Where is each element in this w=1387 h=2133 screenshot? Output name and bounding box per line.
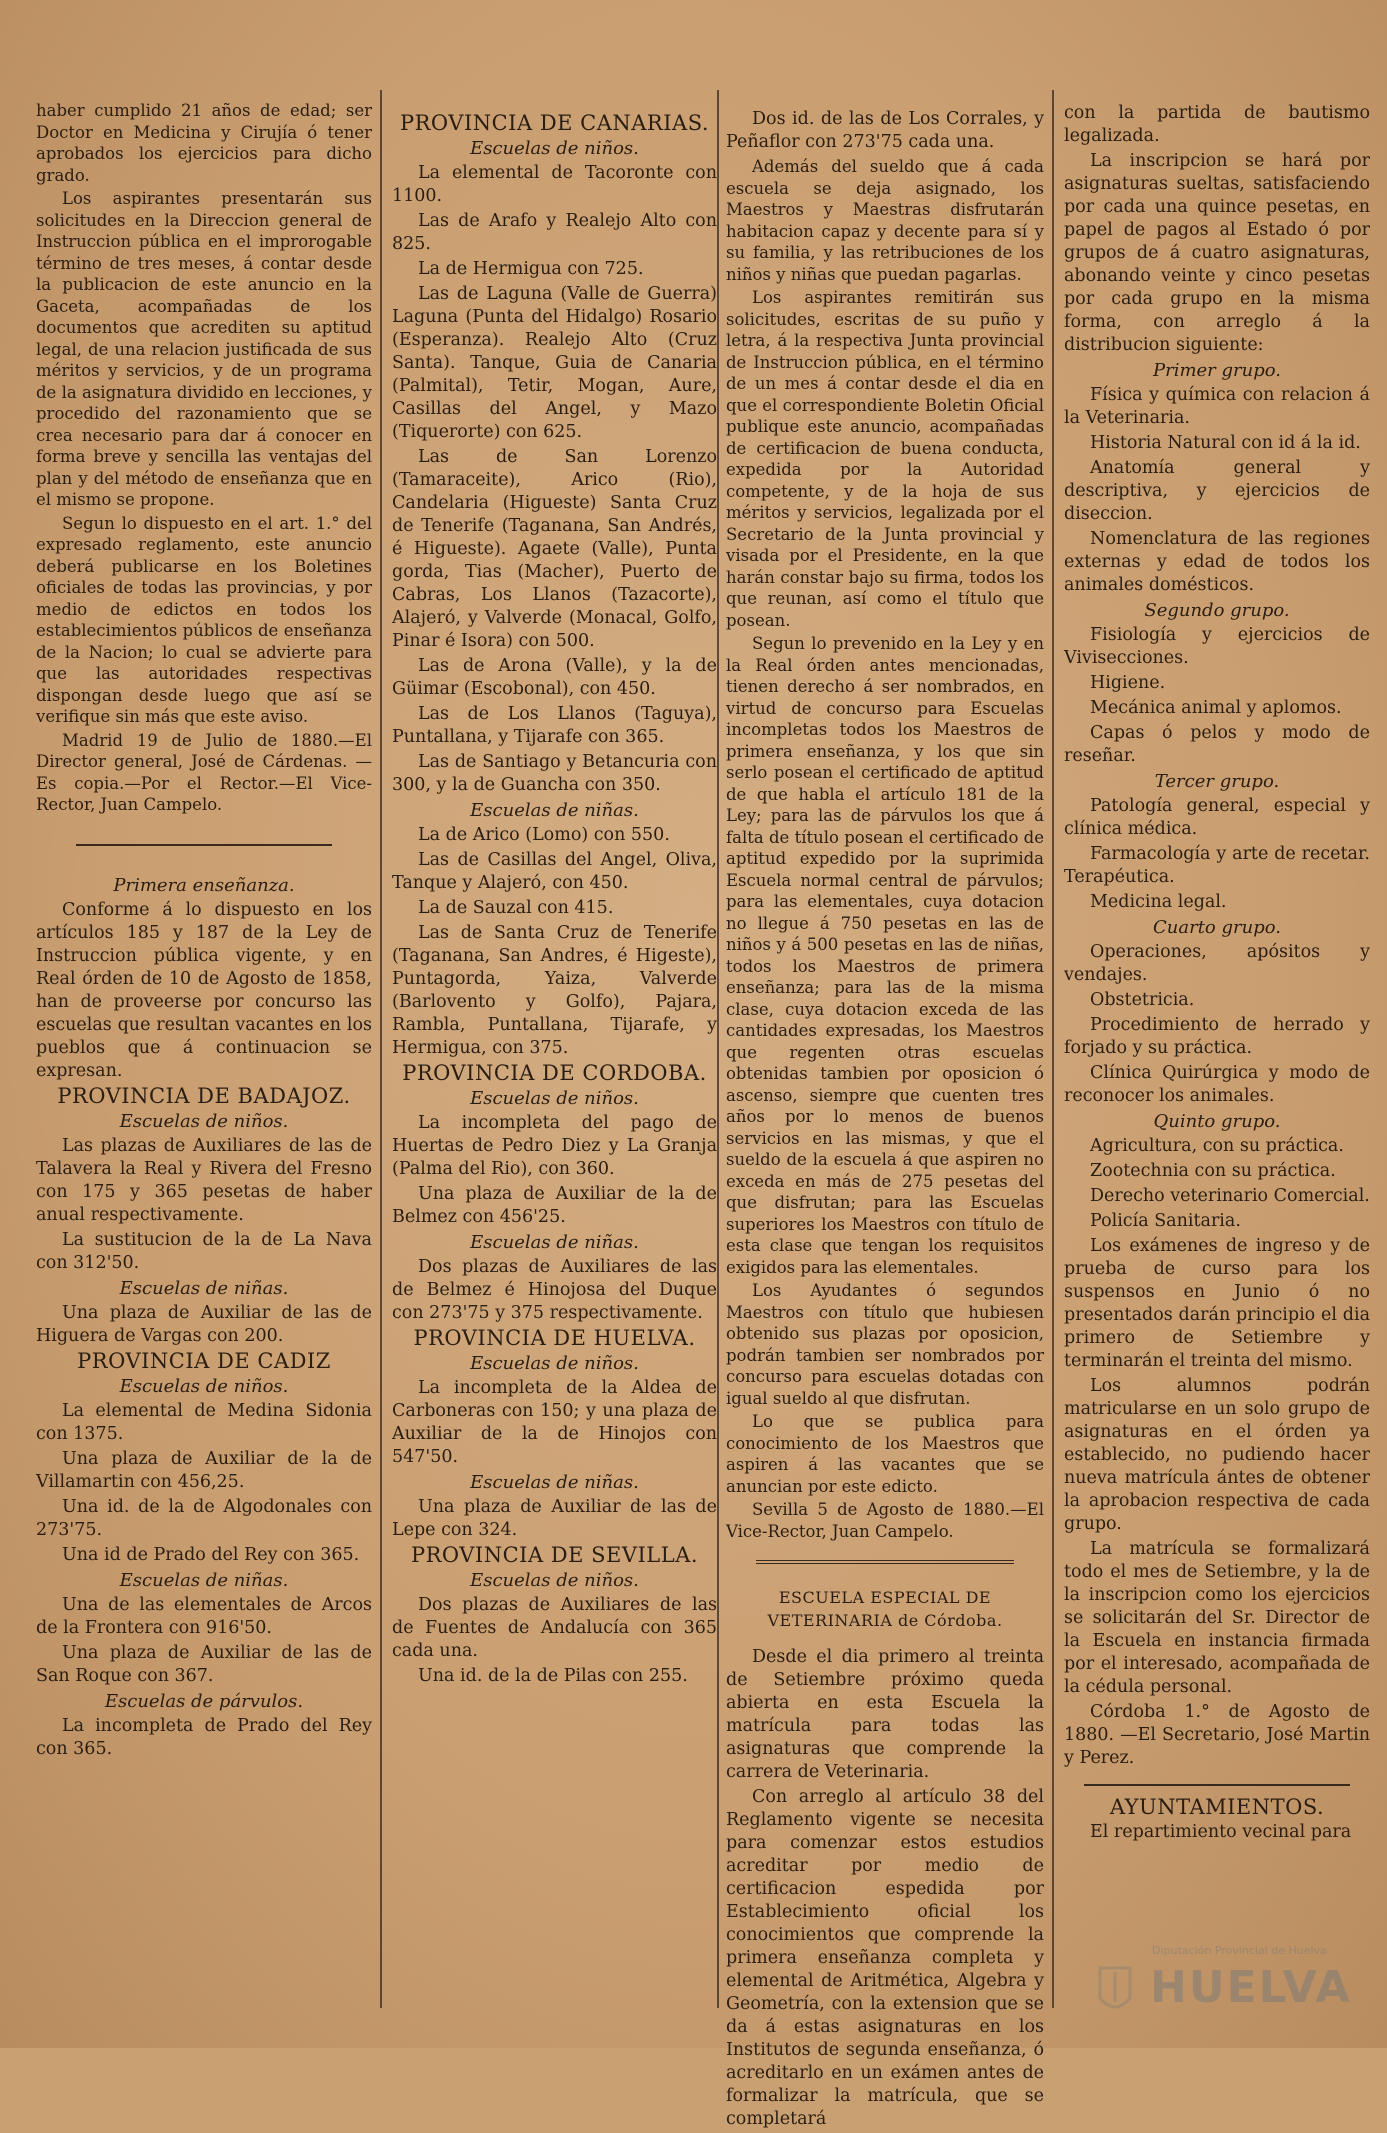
group-heading: Tercer grupo. (1154, 771, 1280, 792)
column-divider (717, 90, 719, 2008)
signature: Sevilla 5 de Agosto de 1880.—El Vice-Rector, Juan Campelo. (726, 1500, 1044, 1541)
paragraph: La inscripcion se hará por asignaturas sueltas, satisfaciendo por cada una quince pesetas, en papel de pagos al Estado ó por grupos de á cuatro asignaturas, abonando veinte y cinco pesetas por cada grupo en la misma forma, con arreglo á la distribucion siguiente: (1064, 151, 1370, 355)
paragraph: Segun lo dispuesto en el art. 1.° del expresado reglamento, este anuncio deberá publicarse en los Boletines oficiales de todas las provincias, y por medio de edictos en todos los establecimientos públicos de enseñanza de la Nacion; lo cual se advierte para que las autoridades respectivas dispongan desde luego que así se verifique sin más que este aviso. (36, 513, 372, 726)
paragraph: Las de Santa Cruz de Tenerife (Taganana, San Andres, é Higeste), Puntagorda, Yaiza, Valverde (Barlovento y Golfo), Pajara, Rambla, Puntallana, Tijarafe, y Hermigua, con 375. (392, 923, 717, 1058)
paragraph: Las de Arona (Valle), y la de Güimar (Escobonal), con 450. (392, 656, 717, 699)
subheading: Escuelas de niños. (119, 1110, 289, 1132)
paragraph: Las de Casillas del Angel, Oliva, Tanque y Alajeró, con 450. (392, 850, 717, 893)
paragraph: Una plaza de Auxiliar de las de San Roque con 367. (36, 1642, 372, 1686)
column-divider (1052, 90, 1054, 2008)
paragraph: Una id. de la de Pilas con 255. (418, 1666, 688, 1686)
paragraph: Las de Arafo y Realejo Alto con 825. (392, 211, 717, 254)
paragraph: Los alumnos podrán matricularse en un solo grupo de asignaturas en el órden ya establecido, no pudiendo hacer nueva matrícula ántes de obtener la aprobacion respectiva de cada grupo. (1064, 1376, 1370, 1534)
paragraph: Las de San Lorenzo (Tamaraceite), Arico (Rio), Candelaria (Higueste) Santa Cruz de Tenerife (Taganana, San Andrés, é Higueste). Agaete (Valle), Punta gorda, Tias (Macher), Puerto de Cabras, Los Llanos (Tazacorte), Alajeró, y Valverde (Monacal, Golfo, Pinar é Isora) con 500. (392, 447, 717, 651)
paragraph: Una id. de la de Algodonales con 273'75. (36, 1496, 372, 1540)
paragraph: Una de las elementales de Arcos de la Frontera con 916'50. (36, 1594, 372, 1638)
subheading: Escuelas de niños. (470, 1088, 639, 1109)
paragraph: La matrícula se formalizará todo el mes de Setiembre, y la de la inscripcion como los ejercicios se solicitarán del Sr. Director de la Escuela en instancia firmada por el interesado, acompañada de la cédula personal. (1064, 1539, 1370, 1697)
group-heading: Cuarto grupo. (1153, 917, 1281, 938)
list-item: Derecho veterinario Comercial. (1090, 1186, 1370, 1206)
paragraph: Desde el dia primero al treinta de Setiembre próximo queda abierta en esta Escuela la matrícula para todas las asignaturas que comprende la carrera de Veterinaria. (726, 1647, 1044, 1782)
section-heading: ESCUELA ESPECIAL DE VETERINARIA de Córdoba. (767, 1588, 1003, 1630)
paragraph: La de Sauzal con 415. (418, 898, 614, 918)
subheading: Escuelas de niñas. (470, 800, 639, 821)
announcement-body (36, 100, 372, 816)
column-2 (392, 112, 717, 1690)
paragraph: Además del sueldo que á cada escuela se deja asignado, los Maestros y Maestras disfrutarán habitacion capaz y decente para sí y su familia, y las retribuciones de los niños y niñas que puedan pagarlas. (726, 157, 1044, 284)
divider (1084, 1784, 1350, 1786)
list-item: Operaciones, apósitos y vendajes. (1064, 942, 1370, 985)
subheading: Escuelas de niños. (470, 1353, 639, 1374)
paragraph: Los Ayudantes ó segundos Maestros con título que hubiesen obtenido sus plazas por oposicion, podrán tambien ser nombrados por concurso para escuelas dotadas con igual sueldo al que disfrutan. (726, 1281, 1044, 1408)
list-item: Clínica Quirúrgica y modo de reconocer los animales. (1064, 1063, 1370, 1106)
subheading: Escuelas de niños. (119, 1375, 289, 1397)
province-heading: PROVINCIA DE CANARIAS. (399, 111, 710, 135)
group-heading: Quinto grupo. (1153, 1111, 1281, 1132)
list-item: Policía Sanitaria. (1090, 1211, 1241, 1231)
list-item: Agricultura, con su práctica. (1090, 1136, 1344, 1156)
paragraph: La de Arico (Lomo) con 550. (418, 825, 670, 845)
paragraph: Las de Laguna (Valle de Guerra) Laguna (Punta del Hidalgo) Rosario (Esperanza). Realejo Alto (Cruz Santa). Tanque, Guia de Canaria (Palmital), Tetir, Mogan, Aure, Casillas del Angel, y Mazo (Tiquerorte) con 625. (392, 284, 717, 442)
paragraph: Los aspirantes remitirán sus solicitudes, escritas de su puño y letra, á la respectiva Junta provincial de Instruccion pública, en el término de un mes á contar desde el dia en que el correspondiente Boletin Oficial publique este anuncio, acompañadas de certificacion de buena conducta, expedida por la Autoridad competente, y de la hoja de sus méritos y servicios, legalizada por el Secretario de la Junta provincial y visada por el Presidente, en la que harán constar bajo su firma, todos los que reunan, así como el título que posean. (726, 288, 1044, 630)
subheading: Escuelas de niños. (470, 138, 639, 159)
paragraph: La de Hermigua con 725. (418, 259, 644, 279)
list-item: Mecánica animal y aplomos. (1090, 698, 1342, 718)
list-item: Patología general, especial y clínica médica. (1064, 796, 1370, 839)
paragraph: Dos plazas de Auxiliares de las de Fuentes de Andalucía con 365 cada una. (392, 1595, 717, 1661)
list-item: Higiene. (1090, 673, 1166, 693)
paragraph: con la partida de bautismo legalizada. (1064, 103, 1370, 146)
paragraph: Una plaza de Auxiliar de la de Belmez con 456'25. (392, 1184, 717, 1227)
list-item: Fisiología y ejercicios de Vivisecciones. (1064, 625, 1370, 668)
list-item: Farmacología y arte de recetar. Terapéutica. (1064, 844, 1370, 887)
column-3 (726, 108, 1044, 2133)
paragraph: Segun lo prevenido en la Ley y en la Real órden antes mencionadas, tienen derecho á ser nombrados, en virtud de concurso para Escuelas incompletas todos los Maestros de primera enseñanza, y los que sin serlo posean el certificado de aptitud de que habla el artículo 181 de la Ley; para las de párvulos los que á falta de título posean el certificado de aptitud expedido por la suprimida Escuela normal central de párvulos; para las elementales, cuya dotacion no llegue á 750 pesetas en las de niños y á 500 pesetas en las de niñas, todos los Maestros de primera enseñanza; para las de la misma clase, cuya dotacion exceda de las cantidades expresadas, los Maestros que regenten otras escuelas obtenidas tambien por oposicion ó ascenso, siempre que cuenten tres años por lo menos de buenos servicios en las mismas, y que el sueldo de la escuela á que aspiren no exceda en más de 275 pesetas del que disfrutan; para las Escuelas superiores los Maestros con título de esta clase que tengan los requisitos exigidos para las elementales. (726, 634, 1044, 1277)
list-item: Capas ó pelos y modo de reseñar. (1064, 723, 1370, 766)
watermark-emblem-icon (1080, 1958, 1370, 2028)
divider (76, 844, 332, 846)
paragraph: Los aspirantes presentarán sus solicitudes en la Direccion general de Instruccion pública en el improrogable término de tres meses, á contar desde la publicacion de este anuncio en la Gaceta, acompañadas de los documentos que acrediten su aptitud legal, de una relacion justificada de sus méritos y servicios, y de un programa de la asignatura dividido en lecciones, y procedido del razonamiento que se crea necesario para dar á conocer en forma breve y sencilla las ventajas del plan y del método de enseñanza que en el mismo se propone. (36, 189, 372, 509)
list-item: Anatomía general y descriptiva, y ejercicios de diseccion. (1064, 458, 1370, 524)
list-item: Historia Natural con id á la id. (1090, 433, 1361, 453)
paragraph: La sustitucion de la de La Nava con 312'50. (36, 1229, 372, 1273)
divider (756, 1560, 1014, 1564)
subheading: Escuelas de niñas. (470, 1232, 639, 1253)
paragraph: Una id de Prado del Rey con 365. (62, 1544, 360, 1565)
province-heading: PROVINCIA DE CORDOBA. (402, 1061, 707, 1085)
column-4 (1064, 102, 1370, 1846)
list-item: Zootechnia con su práctica. (1090, 1161, 1336, 1181)
section-heading: AYUNTAMIENTOS. (1109, 1795, 1325, 1819)
subheading: Escuelas de niños. (470, 1570, 639, 1591)
subheading: Escuelas de niñas. (119, 1569, 289, 1591)
paragraph: La incompleta de la Aldea de Carboneras con 150; y una plaza de Auxiliar de la de Hinojos con 547'50. (392, 1378, 717, 1467)
column-divider (380, 90, 382, 2008)
paragraph: haber cumplido 21 años de edad; ser Doctor en Medicina y Cirujía ó tener aprobados los ejercicios para dicho grado. (36, 101, 372, 185)
province-heading: PROVINCIA DE CADIZ (77, 1348, 331, 1373)
list-item: Medicina legal. (1090, 892, 1227, 912)
subheading: Escuelas de párvulos. (104, 1690, 304, 1712)
paragraph: Las de Los Llanos (Taguya), Puntallana, y Tijarafe con 365. (392, 704, 717, 747)
paragraph: Con arreglo al artículo 38 del Reglamento vigente se necesita para comenzar estos estudios acreditar por medio de certificacion espedida por Establecimiento oficial los conocimientos que comprende la primera enseñanza completa y elemental de Aritmética, Algebra y Geometría, con la extension que se da á estas asignaturas en los Institutos de segunda enseñanza, ó acreditarlo en un exámen antes de formalizar la matrícula, que se completará (726, 1787, 1044, 2129)
paragraph: Las de Santiago y Betancuria con 300, y la de Guancha con 350. (392, 752, 717, 795)
subheading: Escuelas de niñas. (119, 1277, 289, 1299)
signature: Madrid 19 de Julio de 1880.—El Director general, José de Cárdenas. —Es copia.—Por el Rector.—El Vice-Rector, Juan Campelo. (36, 730, 372, 814)
subheading: Escuelas de niñas. (470, 1472, 639, 1493)
paragraph: Las plazas de Auxiliares de las de Talavera la Real y Rivera del Fresno con 175 y 365 pesetas de haber anual respectivamente. (36, 1135, 372, 1225)
province-heading: PROVINCIA DE HUELVA. (413, 1326, 696, 1350)
signature: Córdoba 1.° de Agosto de 1880. —El Secretario, José Martin y Perez. (1064, 1702, 1370, 1768)
paragraph: Una plaza de Auxiliar de las de Lepe con 324. (392, 1497, 717, 1540)
paragraph: El repartimiento vecinal para (1090, 1822, 1352, 1842)
section-heading: Primera enseñanza. (113, 874, 295, 896)
group-heading: Primer grupo. (1152, 360, 1281, 381)
paragraph: Lo que se publica para conocimiento de los Maestros que aspiren á las vacantes que se anuncian por este edicto. (726, 1412, 1044, 1496)
paragraph: Conforme á lo dispuesto en los artículos 185 y 187 de la Ley de Instruccion pública vigente, y en Real órden de 10 de Agosto de 1858, han de proveerse por concurso las escuelas que resultan vacantes en los pueblos que á continuacion se expresan. (36, 899, 372, 1081)
paragraph: Una plaza de Auxiliar de las de Higuera de Vargas con 200. (36, 1302, 372, 1346)
paragraph: Dos id. de las de Los Corrales, y Peñaflor con 273'75 cada una. (726, 109, 1044, 152)
list-item: Obstetricia. (1090, 990, 1195, 1010)
announcement-body (726, 156, 1044, 1542)
paragraph: Los exámenes de ingreso y de prueba de curso para los suspensos en Junio ó no presentados darán principio el dia primero de Setiembre y terminarán el treinta del mismo. (1064, 1236, 1370, 1371)
province-heading: PROVINCIA DE BADAJOZ. (57, 1083, 351, 1108)
column-1 (36, 100, 372, 1763)
list-item: Nomenclatura de las regiones externas y edad de todos los animales domésticos. (1064, 529, 1370, 595)
paragraph: La incompleta del pago de Huertas de Pedro Diez y La Granja (Palma del Rio), con 360. (392, 1113, 717, 1179)
list-item: Procedimiento de herrado y forjado y su práctica. (1064, 1015, 1370, 1058)
watermark-subtitle: Diputación Provincial de Huelva (1152, 1944, 1327, 1957)
group-heading: Segundo grupo. (1144, 600, 1290, 621)
paragraph: Una plaza de Auxiliar de la de Villamartin con 456,25. (36, 1448, 372, 1492)
watermark-logo: HUELVA (1150, 1962, 1352, 2013)
paragraph: La elemental de Tacoronte con 1100. (392, 163, 717, 206)
paragraph: La elemental de Medina Sidonia con 1375. (36, 1400, 372, 1444)
paragraph: La incompleta de Prado del Rey con 365. (36, 1715, 372, 1759)
province-heading: PROVINCIA DE SEVILLA. (410, 1543, 699, 1567)
paragraph: Dos plazas de Auxiliares de las de Belmez é Hinojosa del Duque con 273'75 y 375 respectivamente. (392, 1257, 717, 1323)
list-item: Física y química con relacion á la Veterinaria. (1064, 385, 1370, 428)
